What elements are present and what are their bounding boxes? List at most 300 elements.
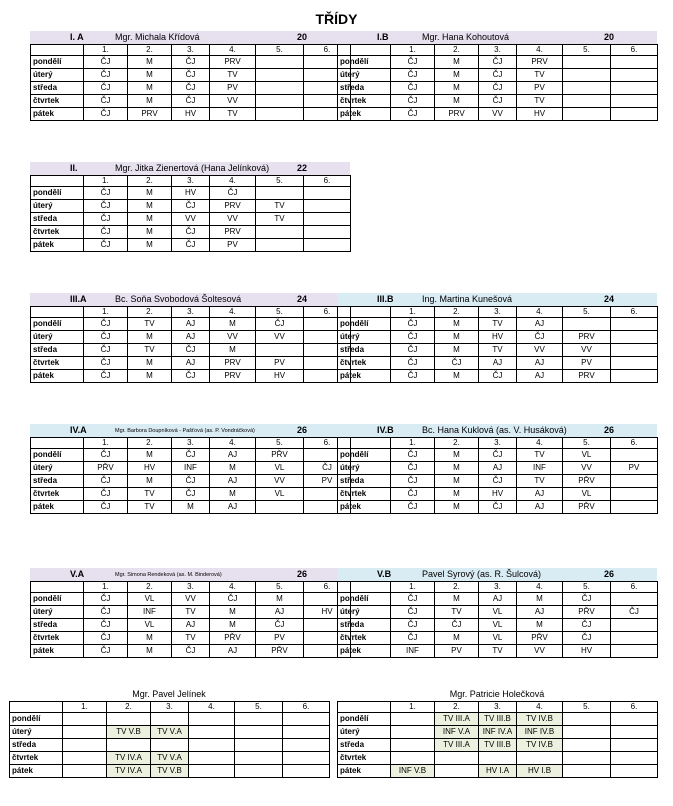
day-label: středa — [31, 619, 84, 632]
lesson-cell — [611, 357, 658, 370]
day-label: pátek — [338, 645, 391, 658]
lesson-cell: ČJ — [84, 344, 128, 357]
lesson-cell — [63, 739, 107, 752]
lesson-cell: M — [128, 475, 172, 488]
table-row — [31, 318, 351, 331]
day-label: pátek — [31, 108, 84, 121]
period-number: 4. — [210, 45, 256, 56]
page-title: TŘÍDY — [315, 11, 358, 27]
day-label: pondělí — [31, 318, 84, 331]
class-teacher: Mgr. Jitka Zienertová (Hana Jelínková) — [115, 163, 270, 173]
lesson-cell: ČJ — [84, 645, 128, 658]
period-number: 6. — [611, 702, 658, 713]
lesson-cell: TV V.B — [151, 765, 189, 778]
class-name: III.B — [377, 294, 394, 304]
period-number: 3. — [172, 176, 210, 187]
class-header — [30, 162, 350, 175]
lesson-cell: M — [435, 56, 479, 69]
pupil-count: 20 — [604, 32, 615, 42]
period-number: 2. — [128, 307, 172, 318]
class-header — [337, 31, 657, 44]
table-row — [10, 752, 330, 765]
lesson-cell: VL — [479, 606, 517, 619]
lesson-cell — [391, 713, 435, 726]
corner-cell — [31, 176, 84, 187]
class-teacher: Pavel Syrový (as. R. Šulcová) — [422, 569, 542, 579]
class-header — [30, 31, 350, 44]
day-label: pondělí — [31, 56, 84, 69]
lesson-cell: ČJ — [84, 606, 128, 619]
lesson-cell — [563, 108, 611, 121]
lesson-cell — [283, 726, 330, 739]
period-number: 4. — [517, 45, 563, 56]
lesson-cell — [611, 632, 658, 645]
timetable — [9, 701, 330, 778]
lesson-cell — [256, 344, 304, 357]
lesson-cell — [283, 765, 330, 778]
lesson-cell: TV — [435, 606, 479, 619]
lesson-cell: INF IV.B — [517, 726, 563, 739]
period-header-row — [10, 702, 330, 713]
lesson-cell — [304, 213, 351, 226]
lesson-cell: M — [210, 619, 256, 632]
lesson-cell: ČJ — [172, 449, 210, 462]
period-number: 2. — [435, 307, 479, 318]
day-label: středa — [338, 619, 391, 632]
lesson-cell: ČJ — [84, 449, 128, 462]
lesson-cell: PŘV — [210, 632, 256, 645]
class-teacher: Mgr. Hana Kohoutová — [422, 32, 510, 42]
table-row — [31, 200, 351, 213]
lesson-cell — [256, 95, 304, 108]
table-row — [338, 488, 658, 501]
class-teacher: Mgr. Michala Křídová — [115, 32, 200, 42]
lesson-cell: M — [435, 462, 479, 475]
period-number: 6. — [304, 45, 351, 56]
lesson-cell: PV — [611, 462, 658, 475]
lesson-cell — [283, 752, 330, 765]
period-number: 2. — [128, 582, 172, 593]
lesson-cell: VV — [172, 593, 210, 606]
table-row — [31, 213, 351, 226]
lesson-cell: PRV — [210, 370, 256, 383]
period-number: 5. — [563, 307, 611, 318]
class-header — [30, 568, 350, 581]
lesson-cell: AJ — [210, 645, 256, 658]
lesson-cell: TV III.A — [435, 739, 479, 752]
corner-cell — [31, 438, 84, 449]
period-number: 3. — [172, 307, 210, 318]
lesson-cell — [611, 95, 658, 108]
day-label: čtvrtek — [31, 632, 84, 645]
lesson-cell — [107, 739, 151, 752]
period-number: 1. — [391, 702, 435, 713]
lesson-cell: TV — [517, 449, 563, 462]
lesson-cell — [611, 449, 658, 462]
lesson-cell: M — [517, 619, 563, 632]
day-label: pátek — [31, 239, 84, 252]
lesson-cell: TV — [479, 645, 517, 658]
lesson-cell: ČJ — [172, 82, 210, 95]
period-number: 5. — [256, 307, 304, 318]
lesson-cell: TV IV.A — [107, 752, 151, 765]
table-row — [31, 357, 351, 370]
period-number: 3. — [172, 45, 210, 56]
table-row — [338, 739, 658, 752]
lesson-cell: HV — [128, 462, 172, 475]
lesson-cell: PV — [210, 82, 256, 95]
lesson-cell — [304, 200, 351, 213]
lesson-cell: PRV — [517, 56, 563, 69]
lesson-cell: HV — [479, 331, 517, 344]
table-row — [31, 632, 351, 645]
period-number: 6. — [611, 438, 658, 449]
table-row — [31, 239, 351, 252]
lesson-cell — [189, 726, 235, 739]
day-label: pátek — [10, 765, 63, 778]
period-number: 4. — [210, 176, 256, 187]
table-row — [31, 331, 351, 344]
lesson-cell: M — [128, 226, 172, 239]
period-header-row — [338, 307, 658, 318]
table-row — [338, 82, 658, 95]
table-row — [31, 82, 351, 95]
day-label: čtvrtek — [10, 752, 63, 765]
lesson-cell: M — [210, 462, 256, 475]
day-label: středa — [338, 739, 391, 752]
lesson-cell: TV — [172, 606, 210, 619]
lesson-cell: AJ — [210, 449, 256, 462]
lesson-cell: PŘV — [256, 645, 304, 658]
lesson-cell: HV I.A — [479, 765, 517, 778]
period-number: 5. — [235, 702, 283, 713]
pupil-count: 24 — [297, 294, 308, 304]
lesson-cell: TV III.B — [479, 739, 517, 752]
lesson-cell: ČJ — [391, 593, 435, 606]
lesson-cell: PV — [517, 82, 563, 95]
day-label: středa — [31, 475, 84, 488]
lesson-cell: PŘV — [517, 632, 563, 645]
period-number: 1. — [84, 176, 128, 187]
lesson-cell: ČJ — [391, 488, 435, 501]
lesson-cell: M — [435, 82, 479, 95]
lesson-cell — [256, 239, 304, 252]
lesson-cell — [304, 226, 351, 239]
day-label: středa — [31, 213, 84, 226]
lesson-cell: ČJ — [172, 488, 210, 501]
lesson-cell — [611, 331, 658, 344]
day-label: úterý — [10, 726, 63, 739]
lesson-cell: AJ — [172, 619, 210, 632]
lesson-cell: VV — [210, 95, 256, 108]
pupil-count: 26 — [604, 425, 615, 435]
lesson-cell: TV — [128, 318, 172, 331]
table-row — [31, 69, 351, 82]
day-label: pátek — [31, 370, 84, 383]
lesson-cell: AJ — [256, 606, 304, 619]
period-header-row — [338, 582, 658, 593]
lesson-cell: ČJ — [256, 318, 304, 331]
lesson-cell — [63, 713, 107, 726]
day-label: úterý — [31, 606, 84, 619]
pupil-count: 24 — [604, 294, 615, 304]
class-header — [337, 293, 657, 306]
lesson-cell: AJ — [517, 488, 563, 501]
period-number: 1. — [391, 438, 435, 449]
table-row — [338, 501, 658, 514]
lesson-cell: ČJ — [435, 357, 479, 370]
lesson-cell — [611, 344, 658, 357]
class-name: III.A — [70, 294, 87, 304]
class-name: V.B — [377, 569, 392, 579]
lesson-cell: HV — [256, 370, 304, 383]
pupil-count: 20 — [297, 32, 308, 42]
lesson-cell: ČJ — [563, 619, 611, 632]
lesson-cell: VL — [563, 449, 611, 462]
timetable — [337, 437, 658, 514]
day-label: pátek — [338, 765, 391, 778]
period-number: 3. — [479, 45, 517, 56]
lesson-cell: AJ — [517, 501, 563, 514]
class-teacher: Mgr. Barbora Doupníková - Pašťová (as. P. Vondráčková) — [115, 428, 255, 434]
day-label: pondělí — [10, 713, 63, 726]
day-label: středa — [31, 344, 84, 357]
lesson-cell: M — [128, 632, 172, 645]
lesson-cell — [391, 726, 435, 739]
lesson-cell: ČJ — [391, 344, 435, 357]
day-label: čtvrtek — [31, 95, 84, 108]
lesson-cell: M — [128, 56, 172, 69]
day-label: úterý — [338, 462, 391, 475]
lesson-cell: AJ — [479, 593, 517, 606]
period-header-row — [338, 702, 658, 713]
lesson-cell — [563, 95, 611, 108]
lesson-cell: ČJ — [172, 200, 210, 213]
lesson-cell — [151, 713, 189, 726]
period-number: 2. — [435, 582, 479, 593]
lesson-cell: ČJ — [391, 606, 435, 619]
lesson-cell — [256, 69, 304, 82]
timetable — [30, 44, 351, 121]
lesson-cell: ČJ — [435, 619, 479, 632]
lesson-cell: M — [128, 370, 172, 383]
lesson-cell — [611, 318, 658, 331]
lesson-cell — [107, 713, 151, 726]
table-row — [31, 226, 351, 239]
table-row — [10, 739, 330, 752]
table-row — [31, 95, 351, 108]
lesson-cell: M — [128, 357, 172, 370]
lesson-cell — [563, 713, 611, 726]
lesson-cell: ČJ — [84, 619, 128, 632]
lesson-cell: TV IV.B — [517, 739, 563, 752]
lesson-cell: ČJ — [611, 606, 658, 619]
table-row — [338, 108, 658, 121]
day-label: úterý — [338, 331, 391, 344]
timetable — [337, 581, 658, 658]
lesson-cell: VV — [479, 108, 517, 121]
lesson-cell: M — [172, 501, 210, 514]
lesson-cell: INF IV.A — [479, 726, 517, 739]
lesson-cell: PŘV — [84, 462, 128, 475]
lesson-cell: VL — [563, 488, 611, 501]
lesson-cell: ČJ — [479, 370, 517, 383]
lesson-cell: PRV — [210, 357, 256, 370]
table-row — [31, 645, 351, 658]
class-header — [30, 424, 350, 437]
class-header — [30, 293, 350, 306]
period-number: 6. — [611, 45, 658, 56]
lesson-cell: M — [128, 82, 172, 95]
lesson-cell: ČJ — [391, 449, 435, 462]
lesson-cell — [563, 69, 611, 82]
lesson-cell: TV V.A — [151, 752, 189, 765]
period-header-row — [31, 176, 351, 187]
lesson-cell: ČJ — [84, 226, 128, 239]
period-number: 1. — [84, 582, 128, 593]
class-teacher: Mgr. Simona Rendeková (as. M. Binderová) — [115, 572, 222, 578]
lesson-cell: TV — [128, 344, 172, 357]
lesson-cell — [611, 56, 658, 69]
timetable — [30, 306, 351, 383]
lesson-cell: AJ — [210, 475, 256, 488]
lesson-cell: M — [435, 370, 479, 383]
day-label: středa — [338, 475, 391, 488]
lesson-cell: ČJ — [517, 331, 563, 344]
lesson-cell: TV V.A — [151, 726, 189, 739]
lesson-cell: M — [210, 606, 256, 619]
timetable — [337, 701, 658, 778]
lesson-cell — [611, 69, 658, 82]
lesson-cell: ČJ — [84, 187, 128, 200]
lesson-cell — [611, 593, 658, 606]
lesson-cell: ČJ — [479, 449, 517, 462]
table-row — [338, 318, 658, 331]
table-row — [10, 765, 330, 778]
lesson-cell: M — [128, 187, 172, 200]
table-row — [338, 357, 658, 370]
lesson-cell: VV — [210, 331, 256, 344]
table-row — [31, 501, 351, 514]
lesson-cell — [611, 108, 658, 121]
day-label: čtvrtek — [31, 357, 84, 370]
table-row — [31, 488, 351, 501]
lesson-cell: ČJ — [479, 501, 517, 514]
lesson-cell: M — [128, 95, 172, 108]
table-row — [31, 56, 351, 69]
lesson-cell: ČJ — [563, 593, 611, 606]
lesson-cell — [563, 765, 611, 778]
lesson-cell: VL — [256, 488, 304, 501]
lesson-cell: TV — [479, 318, 517, 331]
timetable — [30, 581, 351, 658]
period-number: 5. — [256, 176, 304, 187]
lesson-cell: PŘV — [563, 606, 611, 619]
lesson-cell: PŘV — [563, 501, 611, 514]
lesson-cell: ČJ — [391, 318, 435, 331]
pupil-count: 26 — [604, 569, 615, 579]
lesson-cell: ČJ — [391, 370, 435, 383]
table-row — [31, 475, 351, 488]
period-number: 4. — [517, 307, 563, 318]
lesson-cell: ČJ — [563, 632, 611, 645]
corner-cell — [338, 307, 391, 318]
lesson-cell: PV — [435, 645, 479, 658]
day-label: pátek — [338, 370, 391, 383]
lesson-cell — [235, 713, 283, 726]
corner-cell — [338, 702, 391, 713]
lesson-cell: PRV — [210, 200, 256, 213]
lesson-cell: PŘV — [563, 475, 611, 488]
lesson-cell: AJ — [517, 318, 563, 331]
lesson-cell — [563, 318, 611, 331]
lesson-cell — [256, 187, 304, 200]
lesson-cell: TV — [256, 213, 304, 226]
period-header-row — [31, 438, 351, 449]
lesson-cell: AJ — [479, 462, 517, 475]
table-row — [338, 606, 658, 619]
teacher-name: Mgr. Patricie Holečková — [449, 689, 545, 699]
lesson-cell: TV IV.A — [107, 765, 151, 778]
lesson-cell — [189, 752, 235, 765]
lesson-cell — [189, 713, 235, 726]
period-header-row — [31, 307, 351, 318]
lesson-cell — [435, 752, 479, 765]
lesson-cell — [611, 645, 658, 658]
day-label: čtvrtek — [338, 488, 391, 501]
lesson-cell: VV — [563, 344, 611, 357]
table-row — [31, 462, 351, 475]
lesson-cell: INF V.A — [435, 726, 479, 739]
day-label: středa — [338, 82, 391, 95]
day-label: pátek — [338, 501, 391, 514]
period-number: 1. — [391, 582, 435, 593]
day-label: pondělí — [31, 449, 84, 462]
lesson-cell: VL — [128, 593, 172, 606]
class-header — [337, 568, 657, 581]
lesson-cell: ČJ — [172, 226, 210, 239]
lesson-cell — [611, 752, 658, 765]
table-row — [10, 713, 330, 726]
class-header — [337, 424, 657, 437]
lesson-cell: VV — [517, 344, 563, 357]
lesson-cell: ČJ — [391, 331, 435, 344]
table-row — [31, 187, 351, 200]
lesson-cell: VV — [172, 213, 210, 226]
lesson-cell — [563, 82, 611, 95]
timetable — [337, 44, 658, 121]
lesson-cell — [517, 752, 563, 765]
lesson-cell: ČJ — [391, 82, 435, 95]
table-row — [31, 108, 351, 121]
lesson-cell: ČJ — [84, 108, 128, 121]
lesson-cell: M — [435, 449, 479, 462]
lesson-cell: PV — [256, 357, 304, 370]
class-teacher: Bc. Soňa Svobodová Šoltesová — [115, 294, 242, 304]
lesson-cell: VL — [479, 632, 517, 645]
lesson-cell — [256, 226, 304, 239]
lesson-cell: ČJ — [210, 187, 256, 200]
lesson-cell: ČJ — [210, 593, 256, 606]
period-number: 3. — [172, 582, 210, 593]
period-number: 1. — [391, 307, 435, 318]
lesson-cell: INF — [517, 462, 563, 475]
period-number: 2. — [128, 176, 172, 187]
table-row — [338, 462, 658, 475]
lesson-cell: M — [210, 488, 256, 501]
lesson-cell — [189, 765, 235, 778]
class-teacher: Ing. Martina Kunešová — [422, 294, 513, 304]
